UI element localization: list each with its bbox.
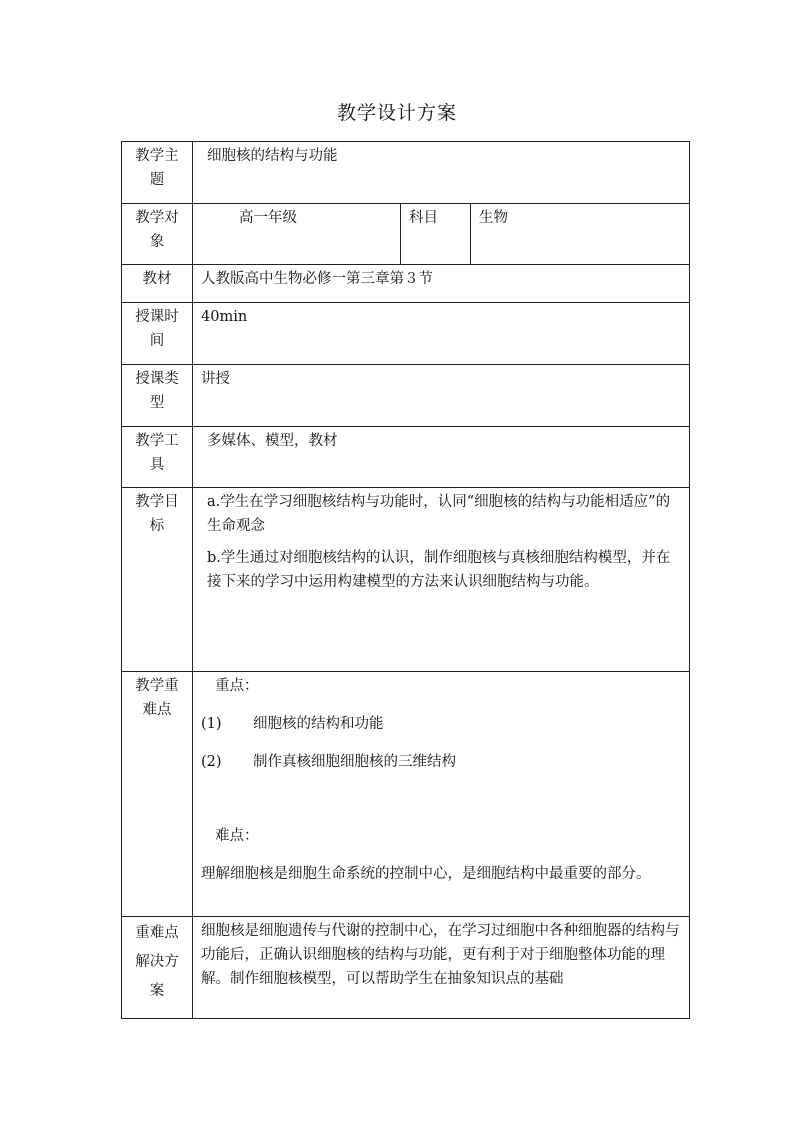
key-item-1-text: 细胞核的结构和功能 xyxy=(253,716,384,732)
label-textbook: 教材 xyxy=(122,265,193,303)
key-item-1-num: (1) xyxy=(201,716,222,732)
value-solution: 细胞核是细胞遗传与代谢的控制中心，在学习过细胞中各种细胞器的结构与功能后，正确认识细胞核的结构与功能，更有利于对于细胞整体功能的理解。制作细胞核模型，可以帮助学生在抽象知识点的基础 xyxy=(193,917,690,1019)
label-target-line2: 象 xyxy=(149,234,165,250)
label-type xyxy=(122,365,193,427)
label-tools-line2: 具 xyxy=(149,457,165,473)
label-goals-line1: 教学目 xyxy=(135,494,179,510)
label-key-points xyxy=(122,672,193,917)
label-key-points-line2: 难点 xyxy=(142,702,172,718)
goal-item-a: a.学生在学习细胞核结构与功能时，认同“细胞核的结构与功能相适应”的生命观念 xyxy=(207,494,671,534)
row-goals xyxy=(122,488,690,672)
label-key-points-line1: 教学重 xyxy=(135,678,179,694)
value-subject: 生物 xyxy=(471,204,690,265)
label-target-line1: 教学对 xyxy=(135,210,179,226)
row-tools xyxy=(122,427,690,488)
difficulty-heading: 难点： xyxy=(215,828,259,844)
label-topic-line1: 教学主 xyxy=(135,148,179,164)
label-tools xyxy=(122,427,193,488)
label-duration-line1: 授课时 xyxy=(135,309,179,325)
label-type-line1: 授课类 xyxy=(135,371,179,387)
key-item-1 xyxy=(201,712,681,736)
label-goals-line2: 标 xyxy=(149,518,165,534)
row-target xyxy=(122,204,690,265)
value-goals xyxy=(193,488,690,672)
key-item-2-text: 制作真核细胞细胞核的三维结构 xyxy=(253,754,456,770)
row-key-points xyxy=(122,672,690,917)
value-type: 讲授 xyxy=(193,365,690,427)
row-textbook xyxy=(122,265,690,303)
label-duration-line2: 间 xyxy=(149,333,165,349)
label-goals xyxy=(122,488,193,672)
label-solution-line2: 解决方 xyxy=(135,954,179,970)
label-tools-line1: 教学工 xyxy=(135,433,179,449)
value-textbook: 人教版高中生物必修一第三章第３节 xyxy=(193,265,690,303)
label-solution-line3: 案 xyxy=(149,983,165,999)
label-topic xyxy=(122,142,193,204)
label-duration xyxy=(122,303,193,365)
difficulty-text: 理解细胞核是细胞生命系统的控制中心，是细胞结构中最重要的部分。 xyxy=(201,866,651,882)
value-topic: 细胞核的结构与功能 xyxy=(193,142,690,204)
value-tools: 多媒体、模型，教材 xyxy=(193,427,690,488)
value-key-points xyxy=(193,672,690,917)
goal-item-b: b.学生通过对细胞核结构的认识，制作细胞核与真核细胞结构模型，并在接下来的学习中运用构建模型的方法来认识细胞结构与功能。 xyxy=(207,550,671,590)
document-title: 教学设计方案 xyxy=(336,102,457,124)
label-type-line2: 型 xyxy=(149,395,165,411)
label-topic-line2: 题 xyxy=(149,172,165,188)
value-target: 高一年级 xyxy=(193,204,401,265)
lesson-plan-table xyxy=(121,141,690,1019)
row-solution xyxy=(122,917,690,1019)
row-type xyxy=(122,365,690,427)
value-duration: 40min xyxy=(193,303,690,365)
label-target xyxy=(122,204,193,265)
key-heading: 重点： xyxy=(215,678,259,694)
key-item-2 xyxy=(201,750,681,774)
label-subject: 科目 xyxy=(401,204,471,265)
label-solution xyxy=(122,917,193,1019)
row-duration xyxy=(122,303,690,365)
row-topic xyxy=(122,142,690,204)
label-solution-line1: 重难点 xyxy=(135,925,179,941)
key-item-2-num: (2) xyxy=(201,754,222,770)
